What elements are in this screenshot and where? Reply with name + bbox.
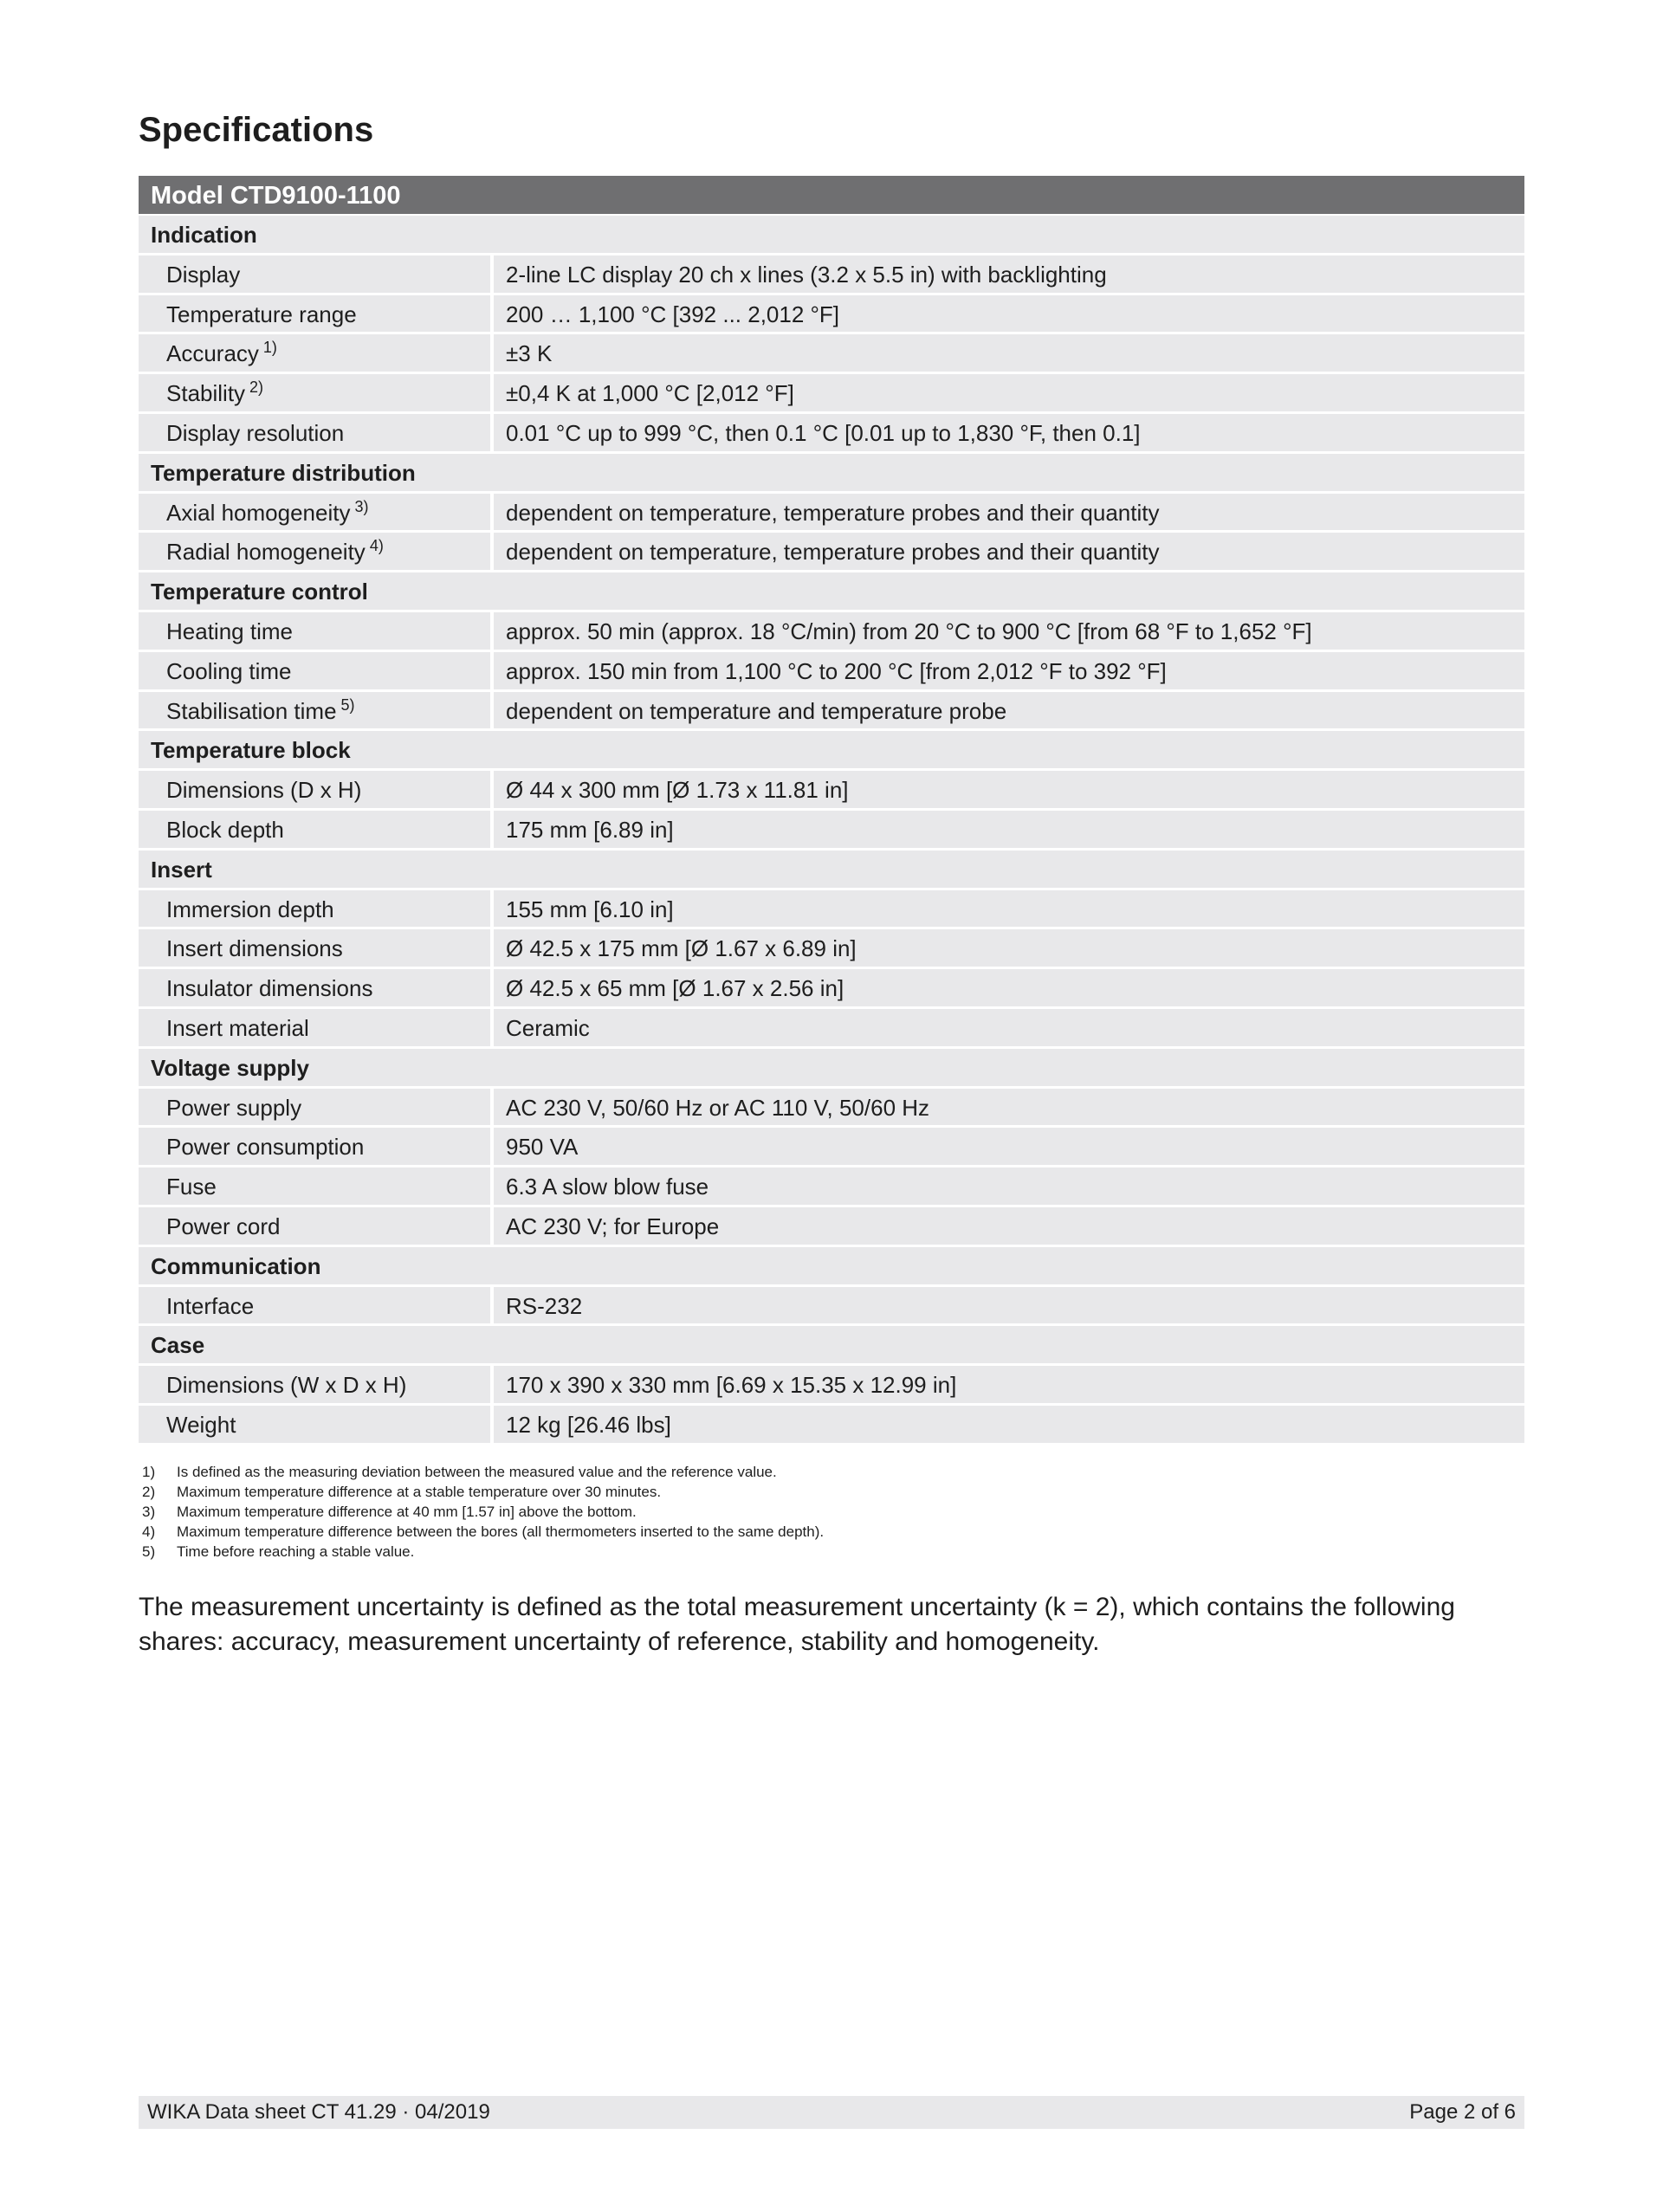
spec-row — [139, 374, 1524, 411]
spec-value: Ø 44 x 300 mm [Ø 1.73 x 11.81 in] — [494, 771, 1524, 808]
spec-label-text: Stabilisation time — [166, 697, 337, 724]
spec-label — [139, 494, 490, 531]
section-heading: Insert — [139, 851, 1524, 888]
section-heading: Indication — [139, 216, 1524, 253]
spec-row — [139, 533, 1524, 570]
section-row — [139, 454, 1524, 491]
footnote-text: Maximum temperature difference at 40 mm [1.57 in] above the bottom. — [177, 1504, 637, 1520]
spec-value: 12 kg [26.46 lbs] — [494, 1406, 1524, 1443]
spec-value: 170 x 390 x 330 mm [6.69 x 15.35 x 12.99 in] — [494, 1366, 1524, 1403]
section-row — [139, 731, 1524, 768]
spec-label — [139, 295, 490, 333]
spec-value: 950 VA — [494, 1128, 1524, 1165]
spec-value: approx. 50 min (approx. 18 °C/min) from 20 °C to 900 °C [from 68 °F to 1,652 °F] — [494, 612, 1524, 650]
spec-value: 200 … 1,100 °C [392 ... 2,012 °F] — [494, 295, 1524, 333]
footnote-ref: 4) — [369, 537, 384, 555]
spec-label-text: Temperature range — [166, 301, 357, 327]
footnote-text: Maximum temperature difference at a stable temperature over 30 minutes. — [177, 1484, 662, 1500]
spec-label-text: Display resolution — [166, 419, 345, 446]
spec-label-text: Interface — [166, 1292, 255, 1319]
footer-datasheet-ref: WIKA Data sheet CT 41.29 · 04/2019 — [147, 2100, 490, 2124]
footnote-number: 2) — [142, 1484, 156, 1500]
spec-label — [139, 811, 490, 848]
spec-row — [139, 612, 1524, 650]
spec-value: 6.3 A slow blow fuse — [494, 1167, 1524, 1205]
section-row — [139, 1326, 1524, 1363]
spec-label — [139, 1089, 490, 1126]
spec-label — [139, 1207, 490, 1245]
spec-row — [139, 1089, 1524, 1126]
footnote — [139, 1502, 1524, 1522]
spec-label — [139, 1009, 490, 1046]
footnotes — [139, 1462, 1524, 1562]
spec-label — [139, 334, 490, 372]
spec-label-text: Axial homogeneity — [166, 499, 351, 526]
spec-row — [139, 1128, 1524, 1165]
footnote-ref: 3) — [354, 497, 369, 515]
section-heading: Temperature block — [139, 731, 1524, 768]
spec-label — [139, 255, 490, 293]
spec-row — [139, 969, 1524, 1006]
section-row — [139, 1247, 1524, 1284]
footnote-number: 3) — [142, 1504, 156, 1520]
spec-label — [139, 1366, 490, 1403]
spec-value: ±0,4 K at 1,000 °C [2,012 °F] — [494, 374, 1524, 411]
spec-value: Ceramic — [494, 1009, 1524, 1046]
footnote-text: Maximum temperature difference between the bores (all thermometers inserted to the same depth). — [177, 1523, 825, 1540]
spec-label-text: Display — [166, 261, 241, 288]
section-heading: Temperature control — [139, 572, 1524, 610]
spec-label-text: Block depth — [166, 816, 284, 843]
spec-label-text: Weight — [166, 1411, 236, 1438]
spec-label-text: Insert material — [166, 1014, 309, 1041]
spec-row — [139, 652, 1524, 689]
footnote-ref: 5) — [340, 695, 355, 714]
footnote-number: 4) — [142, 1523, 156, 1540]
footnote-text: Is defined as the measuring deviation between the measured value and the reference value. — [177, 1464, 777, 1480]
spec-row — [139, 1366, 1524, 1403]
spec-label-text: Radial homogeneity — [166, 539, 366, 566]
spec-label — [139, 929, 490, 967]
spec-label-text: Cooling time — [166, 657, 292, 684]
section-heading: Case — [139, 1326, 1524, 1363]
spec-row — [139, 1167, 1524, 1205]
footnote — [139, 1482, 1524, 1502]
spec-rows — [139, 216, 1524, 1443]
spec-label-text: Heating time — [166, 618, 293, 644]
spec-row — [139, 890, 1524, 928]
spec-label — [139, 692, 490, 729]
section-row — [139, 1049, 1524, 1086]
footnote — [139, 1462, 1524, 1482]
page-footer — [139, 2096, 1524, 2129]
spec-value: 175 mm [6.89 in] — [494, 811, 1524, 848]
footnote — [139, 1522, 1524, 1542]
spec-value: RS-232 — [494, 1287, 1524, 1324]
spec-label-text: Power cord — [166, 1213, 281, 1239]
spec-row — [139, 692, 1524, 729]
spec-row — [139, 811, 1524, 848]
footnote — [139, 1542, 1524, 1562]
spec-value: 155 mm [6.10 in] — [494, 890, 1524, 928]
spec-value: dependent on temperature, temperature probes and their quantity — [494, 494, 1524, 531]
spec-row — [139, 771, 1524, 808]
spec-label-text: Insert dimensions — [166, 935, 343, 962]
uncertainty-note: The measurement uncertainty is defined as the total measurement uncertainty (k = 2), which contains the following shares: accuracy, measurement uncertainty of reference, stability and homogeneity. — [139, 1593, 1455, 1656]
spec-label — [139, 1167, 490, 1205]
footnote-ref: 1) — [262, 339, 277, 357]
spec-value: 0.01 °C up to 999 °C, then 0.1 °C [0.01 up to 1,830 °F, then 0.1] — [494, 414, 1524, 451]
spec-value: Ø 42.5 x 65 mm [Ø 1.67 x 2.56 in] — [494, 969, 1524, 1006]
footnote-text: Time before reaching a stable value. — [177, 1543, 415, 1560]
spec-value: AC 230 V; for Europe — [494, 1207, 1524, 1245]
section-row — [139, 572, 1524, 610]
footnote-number: 1) — [142, 1464, 156, 1480]
section-heading: Temperature distribution — [139, 454, 1524, 491]
footnote-number: 5) — [142, 1543, 156, 1560]
spec-row — [139, 334, 1524, 372]
spec-value: 2-line LC display 20 ch x lines (3.2 x 5.5 in) with backlighting — [494, 255, 1524, 293]
spec-label — [139, 890, 490, 928]
spec-label-text: Immersion depth — [166, 896, 334, 922]
footnote-ref: 2) — [249, 378, 264, 397]
spec-label — [139, 414, 490, 451]
spec-label — [139, 652, 490, 689]
spec-row — [139, 1207, 1524, 1245]
spec-label — [139, 771, 490, 808]
section-row — [139, 216, 1524, 253]
spec-label-text: Fuse — [166, 1174, 217, 1200]
spec-value: ±3 K — [494, 334, 1524, 372]
spec-label — [139, 1406, 490, 1443]
spec-label-text: Insulator dimensions — [166, 975, 373, 1002]
spec-row — [139, 1287, 1524, 1324]
spec-value: dependent on temperature, temperature probes and their quantity — [494, 533, 1524, 570]
spec-label-text: Stability — [166, 380, 246, 407]
footer-page-number: Page 2 of 6 — [1409, 2100, 1516, 2124]
spec-label — [139, 1287, 490, 1324]
spec-label-text: Dimensions (W x D x H) — [166, 1372, 407, 1399]
spec-row — [139, 929, 1524, 967]
spec-value: dependent on temperature and temperature probe — [494, 692, 1524, 729]
spec-row — [139, 414, 1524, 451]
section-heading: Communication — [139, 1247, 1524, 1284]
page-title: Specifications — [139, 111, 374, 149]
section-row — [139, 851, 1524, 888]
spec-row — [139, 1009, 1524, 1046]
spec-label — [139, 533, 490, 570]
spec-label — [139, 374, 490, 411]
section-heading: Voltage supply — [139, 1049, 1524, 1086]
spec-row — [139, 1406, 1524, 1443]
spec-value: approx. 150 min from 1,100 °C to 200 °C [from 2,012 °F to 392 °F] — [494, 652, 1524, 689]
spec-label — [139, 1128, 490, 1165]
spec-label-text: Power supply — [166, 1094, 302, 1121]
spec-value: Ø 42.5 x 175 mm [Ø 1.67 x 6.89 in] — [494, 929, 1524, 967]
spec-value: AC 230 V, 50/60 Hz or AC 110 V, 50/60 Hz — [494, 1089, 1524, 1126]
spec-label-text: Accuracy — [166, 340, 259, 367]
spec-row — [139, 494, 1524, 531]
spec-label — [139, 612, 490, 650]
spec-row — [139, 255, 1524, 293]
spec-label-text: Power consumption — [166, 1134, 365, 1161]
spec-label — [139, 969, 490, 1006]
model-header: Model CTD9100-1100 — [139, 176, 1524, 214]
specifications-table — [139, 176, 1524, 1446]
spec-row — [139, 295, 1524, 333]
spec-label-text: Dimensions (D x H) — [166, 777, 362, 804]
